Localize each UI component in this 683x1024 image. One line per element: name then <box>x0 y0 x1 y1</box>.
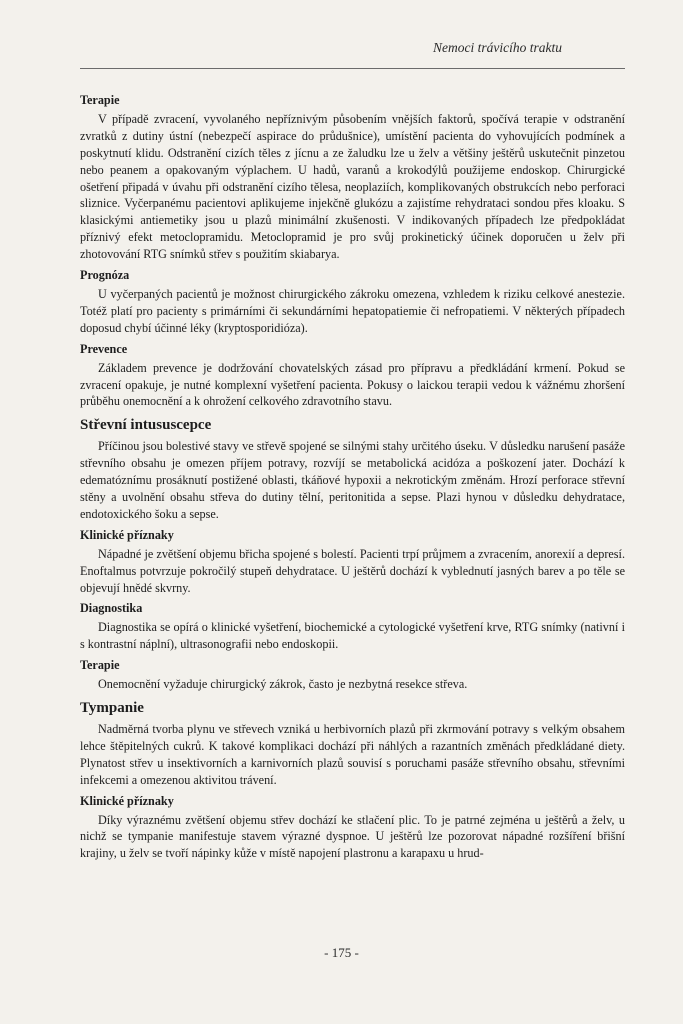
paragraph-klinicke-priznaky: Nápadné je zvětšení objemu břicha spojené s bolestí. Pacienti trpí průjmem a zvracením, anorexií a depresí. Enoftalmus potvrzuje pokročilý stupeň dehydratace. U ještěrů dochází k vyblednutí jasných barev a po těle se objevují hnědé skvrny. <box>80 546 625 595</box>
subheading-klinicke-priznaky: Klinické příznaky <box>80 527 174 542</box>
subheading-terapie: Terapie <box>80 93 120 107</box>
paragraph-diagnostika: Diagnostika se opírá o klinické vyšetření, biochemické a cytologické vyšetření krve, RTG snímky (nativní i s kontrastní náplní), ultrasonografii nebo endoskopii. <box>80 620 625 652</box>
heading-intususcepce: Střevní intususcepce <box>80 417 212 434</box>
heading-tympanie: Tympanie <box>80 700 144 716</box>
subheading-terapie-2: Terapie <box>80 658 120 673</box>
paragraph-klinicke-priznaky-2: Díky výraznému zvětšení objemu střev dochází ke stlačení plic. To je patrné zejména u ještěrů a želv, u nichž se tympanie manifestuje stavem výrazné dyspnoe. U ještěrů lze pozorovat nápadné rozšíření břišní krajiny, u želv se tvoří nápinky kůže v místě napojení plastronu a karapaxu u hrud- <box>80 812 625 861</box>
paragraph-prognoza: U vyčerpaných pacientů je možnost chirurgického zákroku omezena, vzhledem k riziku celkové anestezie. Totéž platí pro pacienty s primárními či sekundárními hepatopatiemie či nefropatiemi. V některých případech doposud chybí účinné léky (kryptosporidióza). <box>80 286 625 335</box>
paragraph-terapie: V případě zvracení, vyvolaného nepříznivým působením vnějších faktorů, spočívá terapie v odstranění zvratků z dutiny ústní (nebezpečí aspirace do průdušnice), umístění pacienta do vyhovujících podmínek a poskytnutí klidu. Odstranění cizích těles z jícnu a ze žaludku lze u želv a většiny ještěrů uskutečnit pinzetou nebo peanem a opakovaným výplachem. U hadů, varanů a krokodýlů použijeme endoskop. Chirurgické ošetření připadá v úvahu při odstranění cizího tělesa, neoplaziích, komplikovaných obstrukcích nebo perforaci sliznice. Vyčerpanému pacientovi aplikujeme injekčně glukózu a zajistíme rehydrataci sondou přes kloaku. S klasickými antiemetiky jsou u plazů minimální zkušenosti. V indikovaných případech lze předpokládat příznivý efekt metoclopramidu. Metoclopramid je pro svůj prokinetický účinek doporučen u želv při zhotovování RTG snímků střev s použitím skiabarya. <box>80 111 625 262</box>
header-rule <box>80 68 625 69</box>
subheading-klinicke-priznaky-2: Klinické příznaky <box>80 793 174 808</box>
running-head: Nemoci trávicího traktu <box>433 40 562 55</box>
page-body <box>80 88 625 864</box>
paragraph-tympanie: Nadměrná tvorba plynu ve střevech vzniká u herbivorních plazů při zkrmování potravy s velkým obsahem lehce štěpitelných cukrů. K takové komplikaci dochází při náhlých a razantních změnách předkládané diety. Plynatost střev u insektivorních a karnivorních plazů souvisí s poruchami pasáže střevního obsahu, střevními infekcemi a omezenou aktivitou trávení. <box>80 722 625 787</box>
subheading-prevence: Prevence <box>80 341 128 356</box>
paragraph-prevence: Základem prevence je dodržování chovatelských zásad pro přípravu a předkládání krmení. Pokud se zvracení opakuje, je nutné komplexní vyšetření pacienta. Pokusy o laickou terapii vedou k vážnému zhoršení průběhu onemocnění a k ohrožení celkového zdravotního stavu. <box>80 360 625 409</box>
page-number: - 175 - <box>324 945 359 960</box>
subheading-prognoza: Prognóza <box>80 268 130 283</box>
paragraph-intususcepce: Příčinou jsou bolestivé stavy ve střevě spojené se silnými stahy určitého úseku. V důsledku narušení pasáže střevního obsahu je omezen příjem potravy, rozvíjí se metabolická acidóza a poškození jater. Dochází k edematóznímu prosáknutí postižené oblasti, tkáňové hypoxii a nekrotickým změnám. Hrozí perforace střevní stěny a uvolnění obsahu střeva do dutiny tělní, peritonitida a sepse. Plazi hynou v důsledku dehydratace, endotoxického šoku a sepse. <box>80 439 625 521</box>
paragraph-terapie-2: Onemocnění vyžaduje chirurgický zákrok, často je nezbytná resekce střeva. <box>98 677 468 692</box>
subheading-diagnostika: Diagnostika <box>80 601 143 616</box>
